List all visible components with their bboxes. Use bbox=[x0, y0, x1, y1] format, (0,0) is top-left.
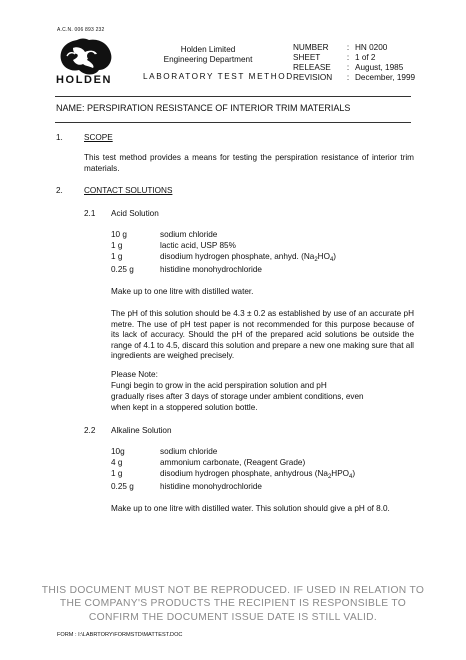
holden-wordmark: HOLDEN bbox=[56, 74, 113, 86]
meta-release: RELEASE : August, 1985 bbox=[293, 63, 404, 72]
note-line: gradually rises after 3 days of storage under ambient conditions, even bbox=[111, 392, 364, 401]
acn-number: A.C.N. 006 893 232 bbox=[57, 27, 105, 33]
title-divider bbox=[55, 122, 411, 123]
reproduction-warning: THIS DOCUMENT MUST NOT BE REPRODUCED. IF USED IN RELATION TO THE COMPANY'S PRODUCTS THE RECIPIENT IS RESPONSIBLE TO CONFIRM THE DOCUMENT ISSUE DATE IS STILL VALID. bbox=[41, 585, 425, 623]
acid-solution-heading: 2.1 Acid Solution bbox=[84, 209, 159, 218]
document-type: LABORATORY TEST METHOD bbox=[143, 72, 294, 81]
ingredient-row: 0.25 g histidine monohydrochloride bbox=[111, 482, 262, 491]
scope-text: This test method provides a means for testing the perspiration resistance of interior trim materials. bbox=[84, 153, 414, 173]
note-label: Please Note: bbox=[111, 370, 158, 379]
company-name: Holden Limited bbox=[180, 45, 236, 54]
ingredient-row: 10g sodium chloride bbox=[111, 447, 218, 456]
section-scope-heading: 1. SCOPE bbox=[56, 133, 113, 142]
note-line: Fungi begin to grow in the acid perspiration solution and pH bbox=[111, 381, 327, 390]
meta-sheet: SHEET : 1 of 2 bbox=[293, 53, 376, 62]
header-divider bbox=[55, 96, 411, 97]
acid-ph-text: The pH of this solution should be 4.3 ± 0.2 as established by use of an accurate pH metre. The use of pH test paper is not recommended for this purpose because of its lack of accuracy. Should the pH of the prepared acid solutions be outside the range of 4.1 to 4.5, discard this solution and prepare a new one making sure that all ingredients are weighed precisely. bbox=[111, 309, 414, 361]
ingredient-row: 1 g lactic acid, USP 85% bbox=[111, 241, 236, 250]
ingredient-row: 0.25 g histidine monohydrochloride bbox=[111, 265, 262, 274]
meta-number: NUMBER : HN 0200 bbox=[293, 43, 388, 52]
alkaline-makeup-text: Make up to one litre with distilled water. This solution should give a pH of 8.0. bbox=[111, 504, 390, 513]
ingredient-row: 4 g ammonium carbonate, (Reagent Grade) bbox=[111, 458, 306, 467]
meta-revision: REVISION : December, 1999 bbox=[293, 73, 416, 82]
note-line: when kept in a stoppered solution bottle. bbox=[111, 403, 258, 412]
ingredient-row: 1 g disodium hydrogen phosphate, anhydrous $(Na_2HPO_4)$ bbox=[111, 469, 356, 480]
acid-makeup-text: Make up to one litre with distilled water. bbox=[111, 287, 254, 296]
section-contact-solutions-heading: 2. CONTACT SOLUTIONS bbox=[56, 186, 173, 195]
ingredient-row: 1 g disodium hydrogen phosphate, anhyd. $(Na_2HO_4)$ bbox=[111, 252, 337, 263]
ingredient-row: 10 g sodium chloride bbox=[111, 230, 218, 239]
form-path: FORM : I:\LABRTORY\FORMSTD\MATTEST.DOC bbox=[57, 632, 183, 638]
document-title: NAME: PERSPIRATION RESISTANCE OF INTERIOR TRIM MATERIALS bbox=[56, 103, 351, 113]
alkaline-solution-heading: 2.2 Alkaline Solution bbox=[84, 426, 172, 435]
department-name: Engineering Department bbox=[163, 55, 253, 64]
